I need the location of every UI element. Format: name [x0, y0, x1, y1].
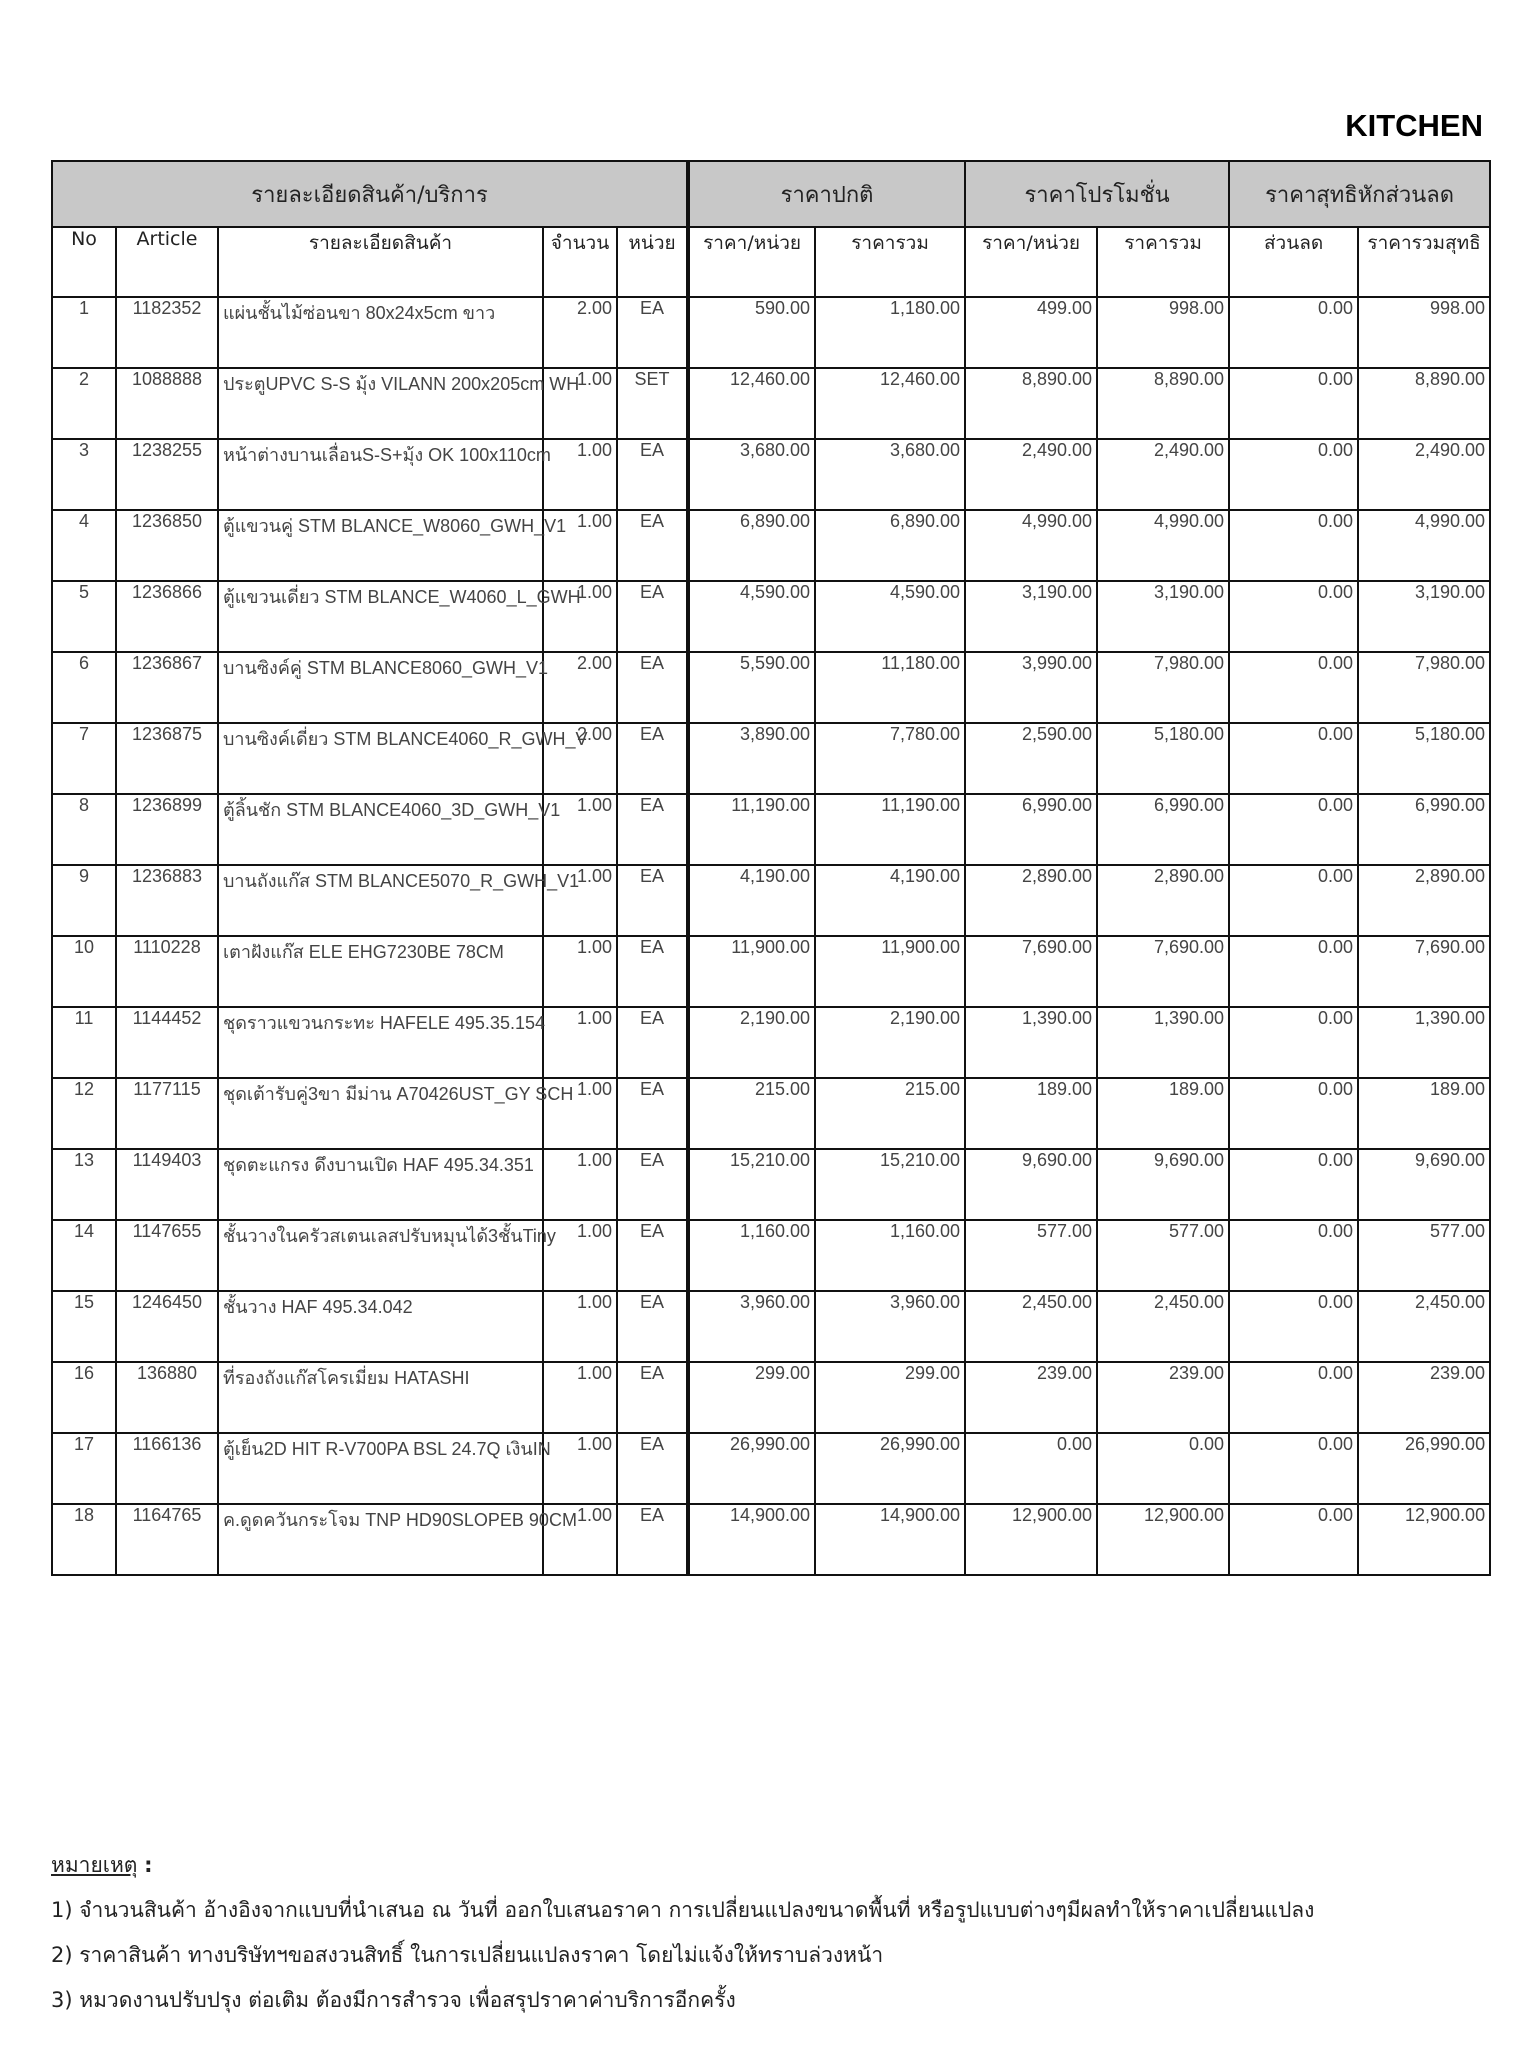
- cell-discount: 0.00: [1229, 865, 1358, 936]
- cell-qty: 2.00: [543, 297, 617, 368]
- cell-regular-unit-price: 15,210.00: [688, 1149, 815, 1220]
- cell-regular-unit-price: 6,890.00: [688, 510, 815, 581]
- col-header-unit: หน่วย: [617, 227, 688, 297]
- cell-qty: 1.00: [543, 1078, 617, 1149]
- group-header-details: รายละเอียดสินค้า/บริการ: [52, 161, 688, 227]
- cell-description: ชั้นวาง HAF 495.34.042: [218, 1291, 543, 1362]
- cell-unit: EA: [617, 1291, 688, 1362]
- cell-promo-total: 2,450.00: [1097, 1291, 1229, 1362]
- cell-qty: 1.00: [543, 439, 617, 510]
- cell-no: 1: [52, 297, 116, 368]
- table-row: [52, 368, 1490, 439]
- cell-promo-unit-price: 6,990.00: [965, 794, 1097, 865]
- page-title: KITCHEN: [1345, 108, 1483, 143]
- cell-article: 1236850: [116, 510, 218, 581]
- cell-qty: 1.00: [543, 1007, 617, 1078]
- cell-unit: SET: [617, 368, 688, 439]
- cell-description: เตาฝังแก๊ส ELE EHG7230BE 78CM: [218, 936, 543, 1007]
- col-header-regular-unit-price: ราคา/หน่วย: [688, 227, 815, 297]
- cell-net-total: 8,890.00: [1358, 368, 1490, 439]
- cell-regular-total: 2,190.00: [815, 1007, 965, 1078]
- cell-description: ชุดตะแกรง ดึงบานเปิด HAF 495.34.351: [218, 1149, 543, 1220]
- cell-description: ตู้แขวนเดี่ยว STM BLANCE_W4060_L_GWH: [218, 581, 543, 652]
- cell-discount: 0.00: [1229, 1220, 1358, 1291]
- cell-promo-total: 7,690.00: [1097, 936, 1229, 1007]
- table-row: [52, 439, 1490, 510]
- cell-regular-total: 12,460.00: [815, 368, 965, 439]
- cell-discount: 0.00: [1229, 1362, 1358, 1433]
- cell-unit: EA: [617, 723, 688, 794]
- cell-promo-total: 2,890.00: [1097, 865, 1229, 936]
- cell-discount: 0.00: [1229, 1149, 1358, 1220]
- cell-article: 1177115: [116, 1078, 218, 1149]
- cell-no: 13: [52, 1149, 116, 1220]
- cell-regular-total: 6,890.00: [815, 510, 965, 581]
- cell-regular-unit-price: 2,190.00: [688, 1007, 815, 1078]
- cell-promo-total: 8,890.00: [1097, 368, 1229, 439]
- cell-promo-total: 239.00: [1097, 1362, 1229, 1433]
- cell-promo-unit-price: 1,390.00: [965, 1007, 1097, 1078]
- notes-heading: หมายเหตุ: [51, 1853, 138, 1877]
- col-header-net-total: ราคารวมสุทธิ: [1358, 227, 1490, 297]
- cell-description: ชุดราวแขวนกระทะ HAFELE 495.35.154: [218, 1007, 543, 1078]
- cell-regular-total: 11,180.00: [815, 652, 965, 723]
- cell-article: 1166136: [116, 1433, 218, 1504]
- table-body: [52, 297, 1490, 1575]
- cell-qty: 2.00: [543, 723, 617, 794]
- cell-regular-total: 15,210.00: [815, 1149, 965, 1220]
- cell-unit: EA: [617, 794, 688, 865]
- cell-discount: 0.00: [1229, 1078, 1358, 1149]
- cell-promo-unit-price: 2,590.00: [965, 723, 1097, 794]
- cell-promo-total: 6,990.00: [1097, 794, 1229, 865]
- col-header-no: No: [52, 227, 116, 297]
- cell-article: 1236875: [116, 723, 218, 794]
- cell-promo-unit-price: 2,490.00: [965, 439, 1097, 510]
- cell-discount: 0.00: [1229, 936, 1358, 1007]
- cell-unit: EA: [617, 936, 688, 1007]
- cell-discount: 0.00: [1229, 1007, 1358, 1078]
- cell-article: 1236883: [116, 865, 218, 936]
- cell-promo-unit-price: 4,990.00: [965, 510, 1097, 581]
- note-item: 2) ราคาสินค้า ทางบริษัทฯขอสงวนสิทธิ์ ในการเปลี่ยนแปลงราคา โดยไม่แจ้งให้ทราบล่วงหน้า: [51, 1943, 884, 1967]
- notes-colon: :: [144, 1853, 153, 1877]
- cell-no: 16: [52, 1362, 116, 1433]
- table-row: [52, 581, 1490, 652]
- cell-article: 136880: [116, 1362, 218, 1433]
- cell-regular-unit-price: 3,960.00: [688, 1291, 815, 1362]
- cell-promo-unit-price: 577.00: [965, 1220, 1097, 1291]
- cell-net-total: 12,900.00: [1358, 1504, 1490, 1575]
- cell-net-total: 4,990.00: [1358, 510, 1490, 581]
- col-header-regular-total: ราคารวม: [815, 227, 965, 297]
- note-item: 3) หมวดงานปรับปรุง ต่อเติม ต้องมีการสำรวจ เพื่อสรุปราคาค่าบริการอีกครั้ง: [51, 1988, 736, 2012]
- cell-article: 1182352: [116, 297, 218, 368]
- table-row: [52, 723, 1490, 794]
- cell-net-total: 1,390.00: [1358, 1007, 1490, 1078]
- cell-net-total: 189.00: [1358, 1078, 1490, 1149]
- table-row: [52, 865, 1490, 936]
- cell-article: 1236866: [116, 581, 218, 652]
- cell-qty: 2.00: [543, 652, 617, 723]
- table-row: [52, 1362, 1490, 1433]
- cell-net-total: 2,490.00: [1358, 439, 1490, 510]
- cell-description: บานซิงค์คู่ STM BLANCE8060_GWH_V1: [218, 652, 543, 723]
- cell-qty: 1.00: [543, 1149, 617, 1220]
- table-row: [52, 794, 1490, 865]
- cell-net-total: 5,180.00: [1358, 723, 1490, 794]
- cell-net-total: 998.00: [1358, 297, 1490, 368]
- cell-description: ประตูUPVC S-S มุ้ง VILANN 200x205cm WH: [218, 368, 543, 439]
- cell-qty: 1.00: [543, 510, 617, 581]
- cell-net-total: 577.00: [1358, 1220, 1490, 1291]
- cell-no: 5: [52, 581, 116, 652]
- cell-discount: 0.00: [1229, 652, 1358, 723]
- cell-promo-unit-price: 7,690.00: [965, 936, 1097, 1007]
- cell-net-total: 26,990.00: [1358, 1433, 1490, 1504]
- cell-promo-total: 189.00: [1097, 1078, 1229, 1149]
- cell-regular-unit-price: 11,190.00: [688, 794, 815, 865]
- cell-qty: 1.00: [543, 581, 617, 652]
- cell-article: 1110228: [116, 936, 218, 1007]
- cell-promo-unit-price: 2,450.00: [965, 1291, 1097, 1362]
- note-item: 1) จำนวนสินค้า อ้างอิงจากแบบที่นำเสนอ ณ วันที่ ออกใบเสนอราคา การเปลี่ยนแปลงขนาดพื้นที่ หรือรูปแบบต่างๆมีผลทำให้ราคาเปลี่ยนแปลง: [51, 1898, 1315, 1922]
- cell-no: 2: [52, 368, 116, 439]
- cell-net-total: 2,450.00: [1358, 1291, 1490, 1362]
- cell-promo-unit-price: 0.00: [965, 1433, 1097, 1504]
- cell-description: แผ่นชั้นไม้ซ่อนขา 80x24x5cm ขาว: [218, 297, 543, 368]
- cell-promo-unit-price: 3,990.00: [965, 652, 1097, 723]
- cell-promo-unit-price: 3,190.00: [965, 581, 1097, 652]
- table-row: [52, 1149, 1490, 1220]
- cell-regular-unit-price: 11,900.00: [688, 936, 815, 1007]
- cell-article: 1149403: [116, 1149, 218, 1220]
- notes-section: [51, 1843, 1491, 2023]
- cell-promo-unit-price: 239.00: [965, 1362, 1097, 1433]
- cell-regular-unit-price: 3,680.00: [688, 439, 815, 510]
- cell-promo-total: 4,990.00: [1097, 510, 1229, 581]
- cell-no: 3: [52, 439, 116, 510]
- cell-net-total: 9,690.00: [1358, 1149, 1490, 1220]
- cell-no: 12: [52, 1078, 116, 1149]
- cell-discount: 0.00: [1229, 581, 1358, 652]
- cell-regular-total: 26,990.00: [815, 1433, 965, 1504]
- cell-qty: 1.00: [543, 1220, 617, 1291]
- cell-net-total: 3,190.00: [1358, 581, 1490, 652]
- table-row: [52, 1433, 1490, 1504]
- cell-net-total: 6,990.00: [1358, 794, 1490, 865]
- cell-no: 11: [52, 1007, 116, 1078]
- col-header-discount: ส่วนลด: [1229, 227, 1358, 297]
- cell-promo-total: 2,490.00: [1097, 439, 1229, 510]
- cell-no: 8: [52, 794, 116, 865]
- cell-regular-unit-price: 14,900.00: [688, 1504, 815, 1575]
- cell-regular-total: 11,190.00: [815, 794, 965, 865]
- cell-description: ค.ดูดควันกระโจม TNP HD90SLOPEB 90CM: [218, 1504, 543, 1575]
- cell-unit: EA: [617, 1078, 688, 1149]
- cell-net-total: 7,980.00: [1358, 652, 1490, 723]
- cell-unit: EA: [617, 1362, 688, 1433]
- cell-net-total: 2,890.00: [1358, 865, 1490, 936]
- cell-article: 1147655: [116, 1220, 218, 1291]
- group-header-net-price: ราคาสุทธิหักส่วนลด: [1229, 161, 1490, 227]
- cell-regular-total: 14,900.00: [815, 1504, 965, 1575]
- cell-no: 18: [52, 1504, 116, 1575]
- cell-description: ตู้ลิ้นชัก STM BLANCE4060_3D_GWH_V1: [218, 794, 543, 865]
- group-header-regular-price: ราคาปกติ: [688, 161, 965, 227]
- cell-promo-total: 0.00: [1097, 1433, 1229, 1504]
- cell-regular-unit-price: 3,890.00: [688, 723, 815, 794]
- cell-no: 9: [52, 865, 116, 936]
- cell-article: 1236899: [116, 794, 218, 865]
- cell-promo-unit-price: 189.00: [965, 1078, 1097, 1149]
- cell-unit: EA: [617, 297, 688, 368]
- cell-regular-unit-price: 590.00: [688, 297, 815, 368]
- cell-promo-total: 577.00: [1097, 1220, 1229, 1291]
- cell-description: ชั้นวางในครัวสเตนเลสปรับหมุนได้3ชั้นTiny: [218, 1220, 543, 1291]
- quotation-table: [51, 160, 1491, 1576]
- cell-discount: 0.00: [1229, 1291, 1358, 1362]
- cell-regular-total: 11,900.00: [815, 936, 965, 1007]
- cell-net-total: 7,690.00: [1358, 936, 1490, 1007]
- cell-promo-unit-price: 9,690.00: [965, 1149, 1097, 1220]
- cell-qty: 1.00: [543, 1504, 617, 1575]
- cell-qty: 1.00: [543, 1433, 617, 1504]
- cell-regular-unit-price: 26,990.00: [688, 1433, 815, 1504]
- cell-net-total: 239.00: [1358, 1362, 1490, 1433]
- col-header-promo-unit-price: ราคา/หน่วย: [965, 227, 1097, 297]
- cell-no: 14: [52, 1220, 116, 1291]
- cell-promo-total: 998.00: [1097, 297, 1229, 368]
- cell-article: 1246450: [116, 1291, 218, 1362]
- table-row: [52, 1007, 1490, 1078]
- cell-regular-unit-price: 4,190.00: [688, 865, 815, 936]
- cell-regular-total: 1,180.00: [815, 297, 965, 368]
- cell-unit: EA: [617, 1007, 688, 1078]
- cell-description: ที่รองถังแก๊สโครเมี่ยม HATASHI: [218, 1362, 543, 1433]
- cell-qty: 1.00: [543, 936, 617, 1007]
- col-header-promo-total: ราคารวม: [1097, 227, 1229, 297]
- cell-article: 1088888: [116, 368, 218, 439]
- cell-description: หน้าต่างบานเลื่อนS-S+มุ้ง OK 100x110cm: [218, 439, 543, 510]
- cell-description: บานซิงค์เดี่ยว STM BLANCE4060_R_GWH_V: [218, 723, 543, 794]
- cell-promo-total: 3,190.00: [1097, 581, 1229, 652]
- cell-qty: 1.00: [543, 1291, 617, 1362]
- table-row: [52, 1220, 1490, 1291]
- cell-promo-total: 7,980.00: [1097, 652, 1229, 723]
- table-row: [52, 510, 1490, 581]
- cell-description: ตู้เย็น2D HIT R-V700PA BSL 24.7Q เงินIN: [218, 1433, 543, 1504]
- cell-no: 15: [52, 1291, 116, 1362]
- cell-discount: 0.00: [1229, 368, 1358, 439]
- cell-description: ชุดเต้ารับคู่3ขา มีม่าน A70426UST_GY SCH: [218, 1078, 543, 1149]
- table-row: [52, 1504, 1490, 1575]
- group-header-row: [52, 161, 1490, 227]
- cell-regular-total: 3,960.00: [815, 1291, 965, 1362]
- col-header-description: รายละเอียดสินค้า: [218, 227, 543, 297]
- cell-unit: EA: [617, 581, 688, 652]
- cell-article: 1144452: [116, 1007, 218, 1078]
- cell-discount: 0.00: [1229, 510, 1358, 581]
- cell-no: 7: [52, 723, 116, 794]
- cell-promo-total: 5,180.00: [1097, 723, 1229, 794]
- cell-discount: 0.00: [1229, 439, 1358, 510]
- cell-discount: 0.00: [1229, 1504, 1358, 1575]
- cell-regular-unit-price: 5,590.00: [688, 652, 815, 723]
- cell-description: บานถังแก๊ส STM BLANCE5070_R_GWH_V1: [218, 865, 543, 936]
- cell-regular-total: 299.00: [815, 1362, 965, 1433]
- cell-regular-unit-price: 4,590.00: [688, 581, 815, 652]
- table-row: [52, 1291, 1490, 1362]
- cell-no: 17: [52, 1433, 116, 1504]
- cell-unit: EA: [617, 1149, 688, 1220]
- cell-regular-total: 3,680.00: [815, 439, 965, 510]
- cell-article: 1236867: [116, 652, 218, 723]
- group-header-promo-price: ราคาโปรโมชั่น: [965, 161, 1229, 227]
- cell-discount: 0.00: [1229, 794, 1358, 865]
- table-row: [52, 936, 1490, 1007]
- notes-heading-line: [51, 1843, 1491, 1888]
- cell-discount: 0.00: [1229, 723, 1358, 794]
- table-row: [52, 1078, 1490, 1149]
- cell-regular-unit-price: 12,460.00: [688, 368, 815, 439]
- cell-discount: 0.00: [1229, 1433, 1358, 1504]
- cell-promo-total: 12,900.00: [1097, 1504, 1229, 1575]
- cell-regular-unit-price: 299.00: [688, 1362, 815, 1433]
- cell-promo-unit-price: 8,890.00: [965, 368, 1097, 439]
- cell-regular-total: 1,160.00: [815, 1220, 965, 1291]
- col-header-article: Article: [116, 227, 218, 297]
- cell-regular-total: 4,590.00: [815, 581, 965, 652]
- cell-regular-unit-price: 215.00: [688, 1078, 815, 1149]
- cell-promo-total: 1,390.00: [1097, 1007, 1229, 1078]
- cell-no: 6: [52, 652, 116, 723]
- cell-unit: EA: [617, 865, 688, 936]
- table-row: [52, 652, 1490, 723]
- cell-no: 10: [52, 936, 116, 1007]
- table-row: [52, 297, 1490, 368]
- cell-regular-unit-price: 1,160.00: [688, 1220, 815, 1291]
- cell-unit: EA: [617, 1433, 688, 1504]
- cell-unit: EA: [617, 1220, 688, 1291]
- cell-promo-total: 9,690.00: [1097, 1149, 1229, 1220]
- cell-unit: EA: [617, 652, 688, 723]
- cell-unit: EA: [617, 510, 688, 581]
- cell-qty: 1.00: [543, 794, 617, 865]
- cell-unit: EA: [617, 439, 688, 510]
- cell-article: 1238255: [116, 439, 218, 510]
- cell-article: 1164765: [116, 1504, 218, 1575]
- cell-unit: EA: [617, 1504, 688, 1575]
- cell-qty: 1.00: [543, 368, 617, 439]
- cell-promo-unit-price: 12,900.00: [965, 1504, 1097, 1575]
- cell-regular-total: 7,780.00: [815, 723, 965, 794]
- column-header-row: [52, 227, 1490, 297]
- cell-description: ตู้แขวนคู่ STM BLANCE_W8060_GWH_V1: [218, 510, 543, 581]
- cell-qty: 1.00: [543, 1362, 617, 1433]
- cell-promo-unit-price: 499.00: [965, 297, 1097, 368]
- cell-regular-total: 4,190.00: [815, 865, 965, 936]
- cell-qty: 1.00: [543, 865, 617, 936]
- cell-discount: 0.00: [1229, 297, 1358, 368]
- cell-no: 4: [52, 510, 116, 581]
- cell-promo-unit-price: 2,890.00: [965, 865, 1097, 936]
- cell-regular-total: 215.00: [815, 1078, 965, 1149]
- col-header-qty: จำนวน: [543, 227, 617, 297]
